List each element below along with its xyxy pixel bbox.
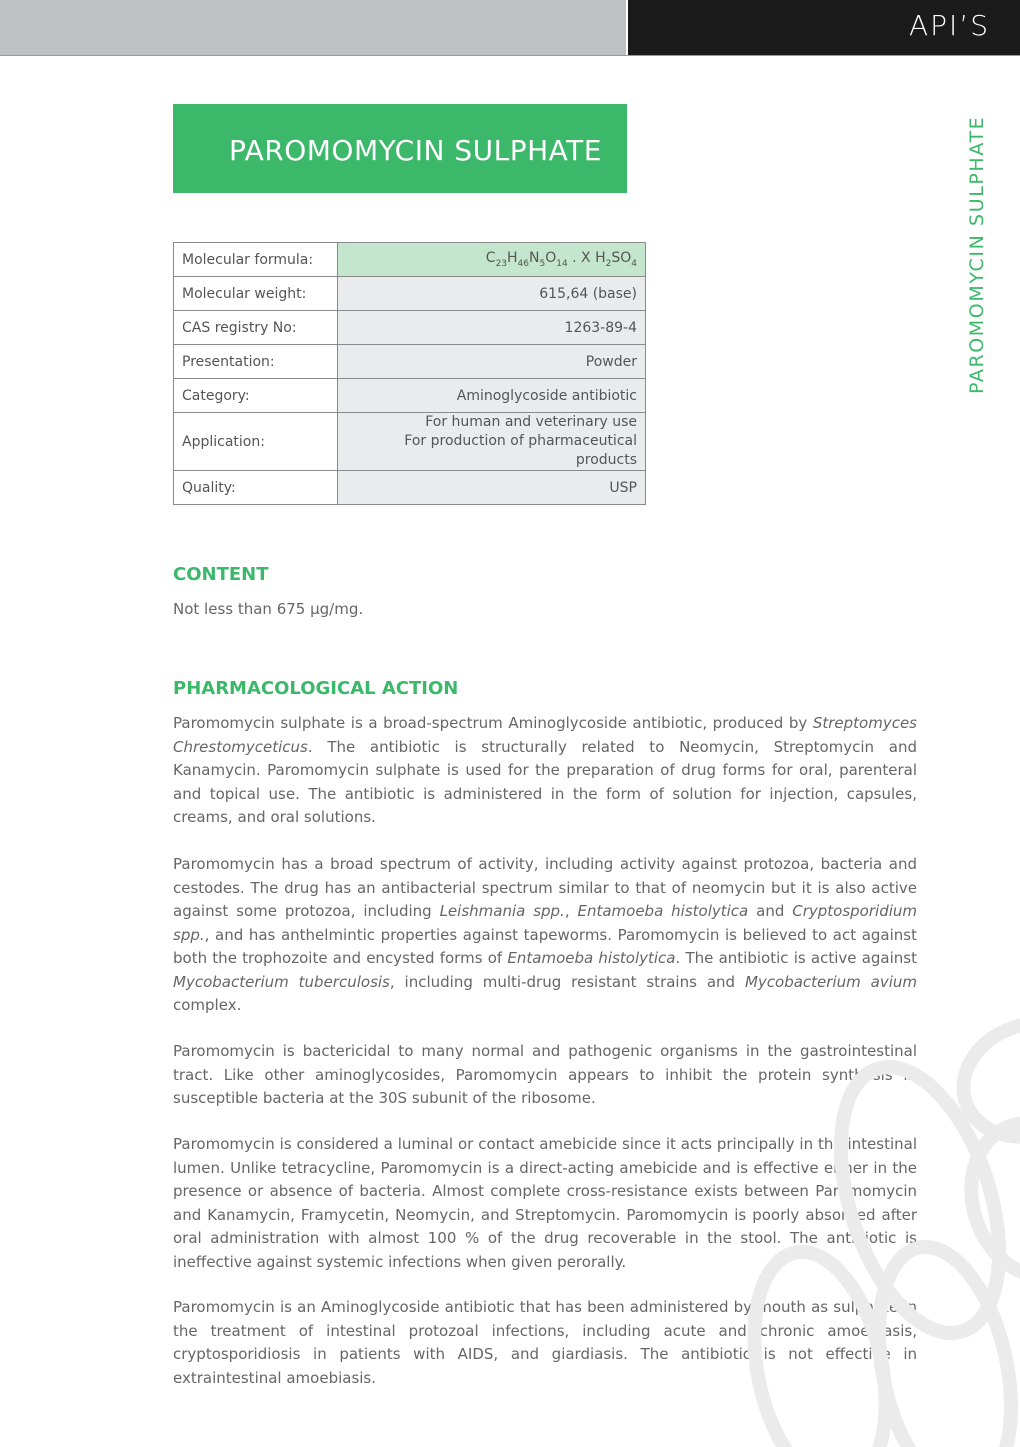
top-bar-divider <box>0 55 1020 56</box>
molecular-formula-value: $C_{23}H_{46}N_5O_{14}$ . X $H_2SO_4$ <box>338 243 646 277</box>
property-value: 615,64 (base) <box>338 277 646 311</box>
table-row <box>174 243 646 277</box>
ring-shape <box>947 1005 1020 1155</box>
vertical-side-title <box>966 100 998 416</box>
property-label: Presentation: <box>174 345 338 379</box>
property-value: Aminoglycoside antibiotic <box>338 379 646 413</box>
property-value: For human and veterinary use For production of pharmaceutical products <box>338 413 646 471</box>
table-row <box>174 379 646 413</box>
top-bar <box>0 0 1020 56</box>
paragraph-4: Paromomycin is considered a luminal or contact amebicide since it acts principally in the intestinal lumen. Unlike tetracycline, Paromomycin is a direct-acting amebicide and is effective either in the presence or absence of bacteria. Almost complete cross-resistance exists between Paromomycin and Kanamycin, Framycetin, Neomycin, and Streptomycin. Paromomycin is poorly absorbed after oral administration with almost 100 % of the drug recoverable in the stool. The antibiotic is ineffective against systemic infections when given perorally. <box>173 1135 917 1271</box>
property-value: Powder <box>338 345 646 379</box>
paragraph-5: Paromomycin is an Aminoglycoside antibiotic that has been administered by mouth as sulphate in the treatment of intestinal protozoal infections, including acute and chronic amoebiasis, cryptosporidiosis in patients with AIDS, and giardiasis. The antibiotic is not effective in extraintestinal amoebiasis. <box>173 1298 917 1387</box>
table-row <box>174 471 646 505</box>
paragraph-1: Paromomycin sulphate is a broad-spectrum Aminoglycoside antibiotic, produced by Streptomyces Chrestomyceticus. The antibiotic is structurally related to Neomycin, Streptomycin and Kanamycin. Paromomycin sulphate is used for the preparation of drug forms for oral, parenteral and topical use. The antibiotic is administered in the form of solution for injection, capsules, creams, and oral solutions. <box>173 714 917 826</box>
property-label: Molecular formula: <box>174 243 338 277</box>
content-heading: CONTENT <box>173 564 269 585</box>
top-bar-grey <box>0 0 626 56</box>
paragraph-2: Paromomycin has a broad spectrum of activity, including activity against protozoa, bacteria and cestodes. The drug has an antibacterial spectrum similar to that of neomycin but it is also active against some protozoa, including Leishmania spp., Entamoeba histolytica and Cryptosporidium spp., and has anthelmintic properties against tapeworms. Paromomycin is believed to act against both the trophozoite and encysted forms of Entamoeba histolytica. The antibiotic is active against Mycobacterium tuberculosis, including multi-drug resistant strains and Mycobacterium avium complex. <box>173 855 918 1014</box>
property-value: 1263-89-4 <box>338 311 646 345</box>
property-label: Category: <box>174 379 338 413</box>
properties-table <box>173 242 646 505</box>
paragraph-3: Paromomycin is bactericidal to many normal and pathogenic organisms in the gastrointestinal tract. Like other aminoglycosides, Paromomycin appears to inhibit the protein synthesis in susceptible bacteria at the 30S subunit of the ribosome. <box>173 1042 917 1107</box>
page-title: PAROMOMYCIN SULPHATE <box>229 134 602 167</box>
vertical-side-title-text: PAROMOMYCIN SULPHATE <box>966 115 988 394</box>
table-row <box>174 311 646 345</box>
section-label: API’S <box>909 9 990 42</box>
title-banner <box>173 104 627 193</box>
top-bar-dark <box>628 0 1020 56</box>
property-value: USP <box>338 471 646 505</box>
property-label: Molecular weight: <box>174 277 338 311</box>
ring-shape <box>952 1107 1020 1294</box>
table-row <box>174 277 646 311</box>
table-row <box>174 413 646 471</box>
pharmacological-heading: PHARMACOLOGICAL ACTION <box>173 678 459 699</box>
content-text: Not less than 675 μg/mg. <box>173 600 364 618</box>
table-row <box>174 345 646 379</box>
property-label: Application: <box>174 413 338 471</box>
property-label: CAS registry No: <box>174 311 338 345</box>
property-label: Quality: <box>174 471 338 505</box>
